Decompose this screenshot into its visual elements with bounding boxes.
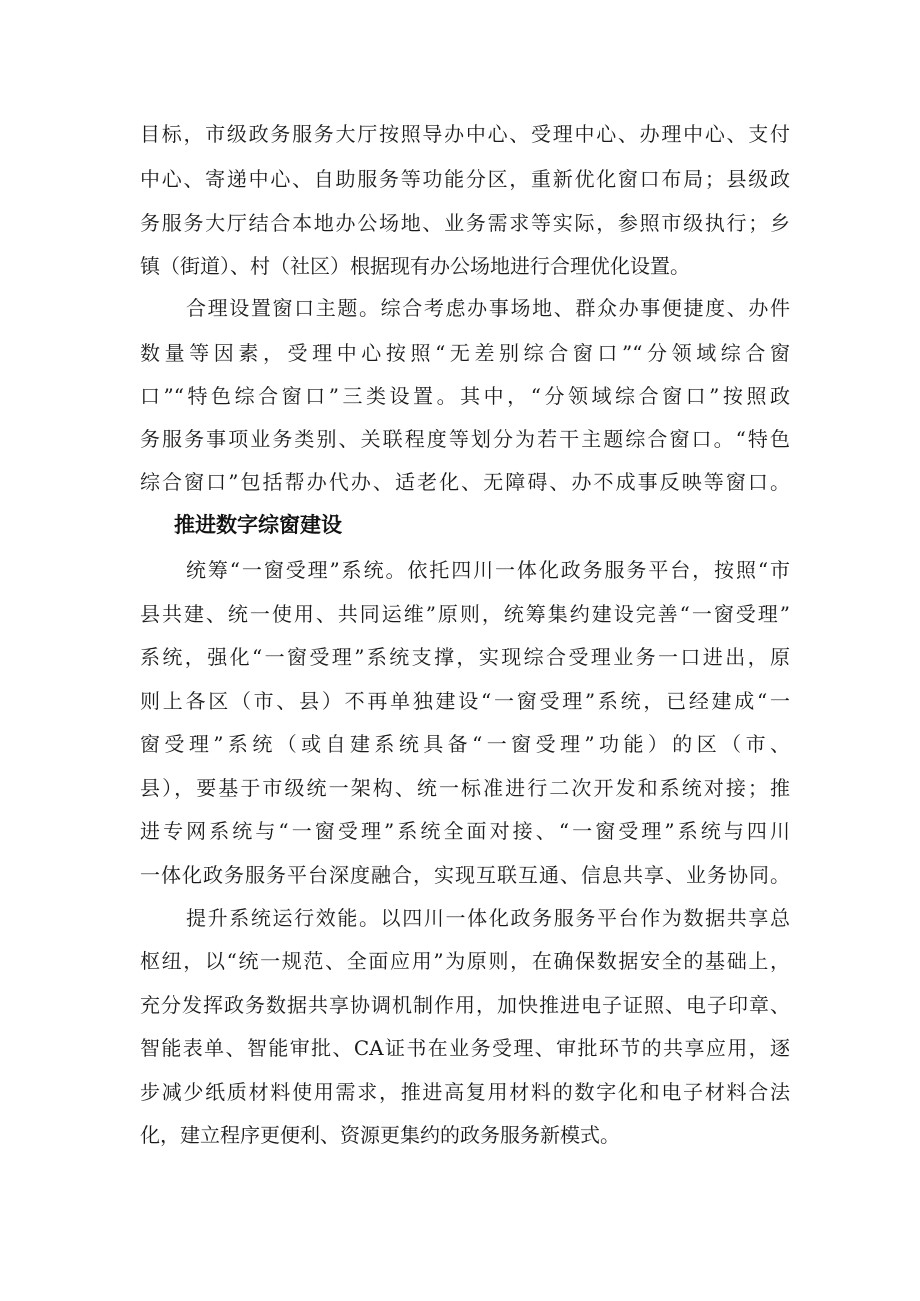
text-line: 则上各区（市、县）不再单独建设“一窗受理”系统，已经建成“一 xyxy=(140,689,790,713)
text-line: 步减少纸质材料使用需求，推进高复用材料的数字化和电子材料合法 xyxy=(140,1080,790,1104)
section-heading: 推进数字综窗建设 xyxy=(174,513,342,537)
text-line: 统筹“一窗受理”系统。依托四川一体化政务服务平台，按照“市 xyxy=(186,558,790,582)
text-line: 务服务事项业务类别、关联程度等划分为若干主题综合窗口。“特色 xyxy=(140,427,790,451)
text-line: 县），要基于市级统一架构、统一标准进行二次开发和系统对接；推 xyxy=(140,776,790,800)
text-line: 务服务大厅结合本地办公场地、业务需求等实际，参照市级执行；乡 xyxy=(140,211,790,235)
text-line: 目标，市级政务服务大厅按照导办中心、受理中心、办理中心、支付 xyxy=(140,122,790,146)
text-line: 窗受理”系统（或自建系统具备“一窗受理”功能）的区（市、 xyxy=(140,732,790,756)
text-line: 中心、寄递中心、自助服务等功能分区，重新优化窗口布局；县级政 xyxy=(140,167,790,191)
text-line: 化，建立程序更便利、资源更集约的政务服务新模式。 xyxy=(140,1123,620,1147)
text-line: 合理设置窗口主题。综合考虑办事场地、群众办事便捷度、办件 xyxy=(186,296,790,320)
text-line: 县共建、统一使用、共同运维”原则，统筹集约建设完善“一窗受理” xyxy=(140,602,790,626)
text-line: 枢纽，以“统一规范、全面应用”为原则，在确保数据安全的基础上， xyxy=(140,949,790,973)
text-line: 口”“特色综合窗口”三类设置。其中，“分领域综合窗口”按照政 xyxy=(140,384,790,408)
text-line: 系统，强化“一窗受理”系统支撑，实现综合受理业务一口进出，原 xyxy=(140,645,790,669)
text-line: 镇（街道）、村（社区）根据现有办公场地进行合理优化设置。 xyxy=(140,254,690,278)
text-line: 进专网系统与“一窗受理”系统全面对接、“一窗受理”系统与四川 xyxy=(140,819,790,843)
text-line: 数量等因素，受理中心按照“无差别综合窗口”“分领域综合窗 xyxy=(140,341,790,365)
text-line: 综合窗口”包括帮办代办、适老化、无障碍、办不成事反映等窗口。 xyxy=(140,470,790,494)
text-line: 提升系统运行效能。以四川一体化政务服务平台作为数据共享总 xyxy=(186,906,790,930)
text-line: 一体化政务服务平台深度融合，实现互联互通、信息共享、业务协同。 xyxy=(140,863,790,887)
text-line: 智能表单、智能审批、CA证书在业务受理、审批环节的共享应用，逐 xyxy=(140,1036,790,1060)
text-line: 充分发挥政务数据共享协调机制作用，加快推进电子证照、电子印章、 xyxy=(140,993,790,1017)
